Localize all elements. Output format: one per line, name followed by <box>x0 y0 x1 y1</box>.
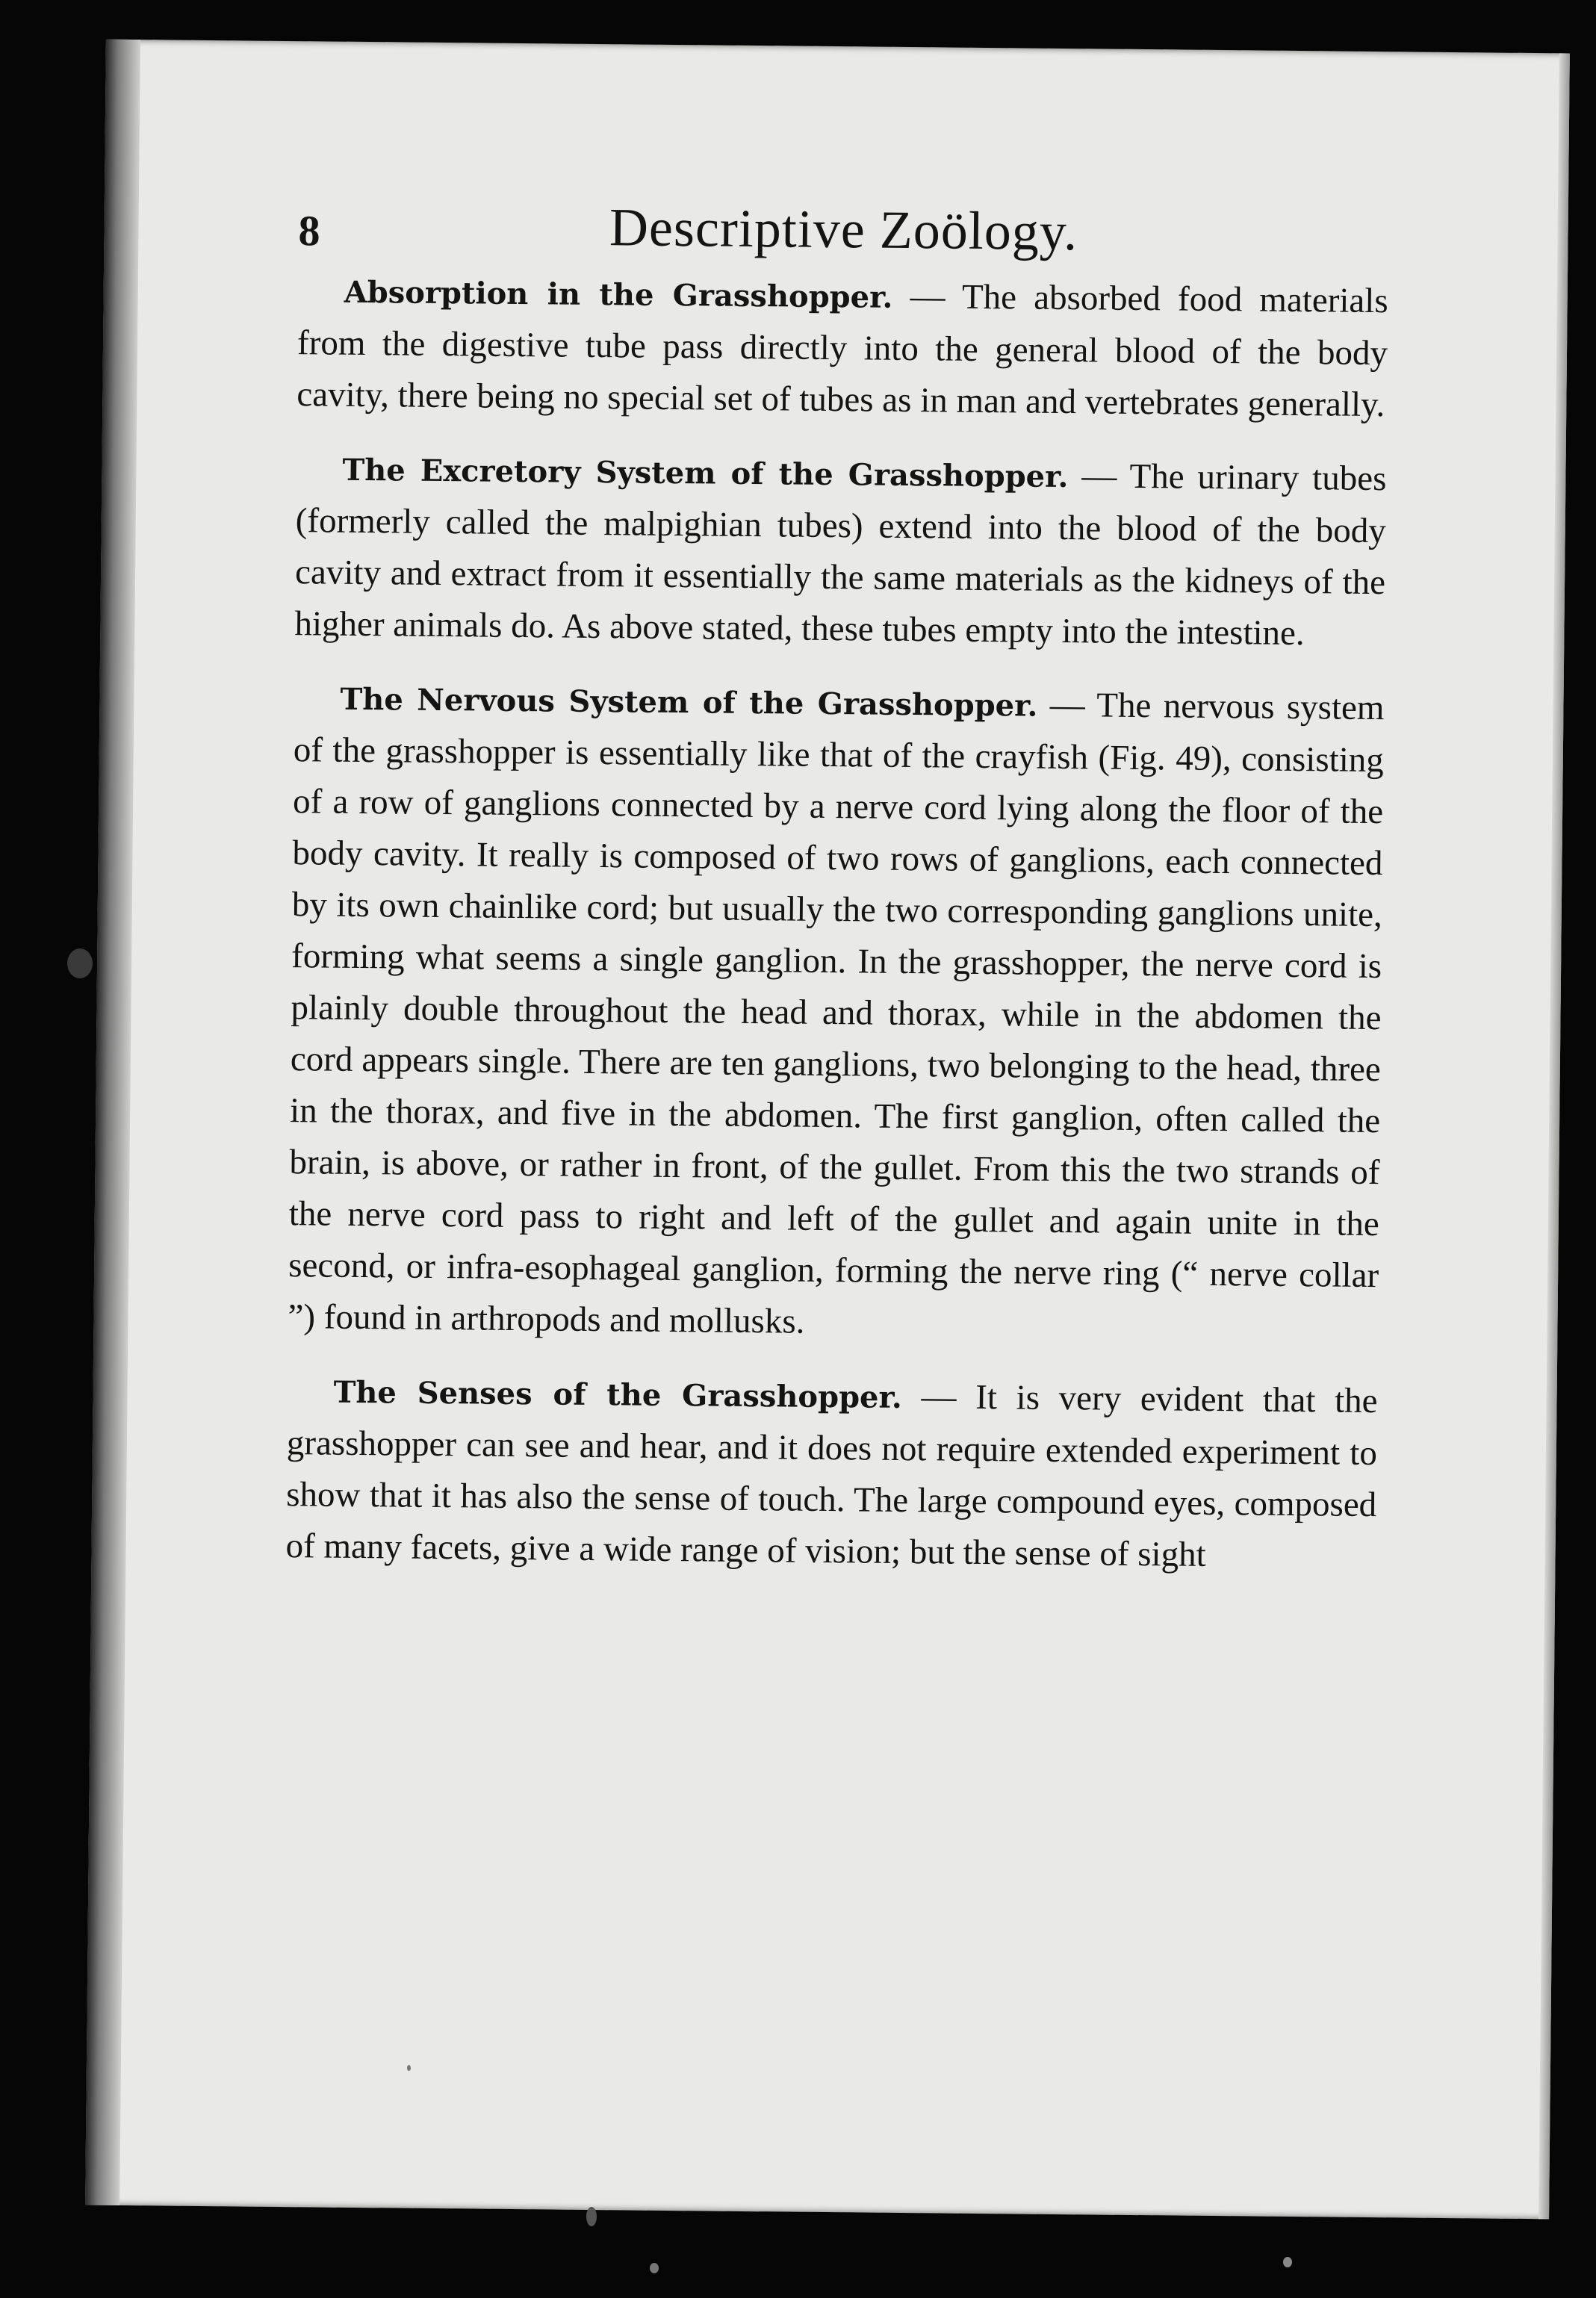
section-body: — The urinary tubes (formerly called the malpighian tubes) extend into the blood of the body cavity and extract from it essentially the same materials as the kidneys of the higher animals do. As above stated, these tubes empty into the intestine. <box>294 456 1387 653</box>
section-nervous-system <box>288 672 1385 1353</box>
dust-speck <box>586 2207 597 2226</box>
section-senses <box>285 1365 1378 1583</box>
section-excretory-system <box>294 443 1387 660</box>
dust-speck <box>407 2065 411 2071</box>
page-number: 8 <box>298 206 320 255</box>
section-heading: The Excretory System of the Grasshopper. <box>342 452 1069 495</box>
dust-speck <box>650 2263 659 2273</box>
dust-speck <box>67 948 93 978</box>
book-title: Descriptive Zoölogy. <box>609 197 1078 262</box>
page-right-edge <box>1538 53 1570 2219</box>
section-body: — It is very evident that the grasshopper can see and hear, and it does not require extended experiment to show that it has also the sense of touch. The large compound eyes, composed of many facets, give a wide range of vision; but the sense of sight <box>285 1376 1378 1574</box>
book-page <box>85 40 1570 2220</box>
section-heading: The Nervous System of the Grasshopper. <box>340 681 1038 724</box>
running-head <box>298 183 1389 276</box>
section-heading: The Senses of the Grasshopper. <box>333 1374 903 1415</box>
text-block <box>285 183 1389 1605</box>
section-body: — The nervous system of the grasshopper is essentially like that of the crayfish (Fig. 49), consisting of a row of ganglions connected by a nerve cord lying along the floor of the body cavity. It really is composed of two rows of ganglions, each connected by its own chainlike cord; but usually the two corresponding ganglions unite, forming what seems a single ganglion. In the grasshopper, the nerve cord is plainly double throughout the head and thorax, while in the abdomen the cord appears single. There are ten ganglions, two belonging to the head, three in the thorax, and five in the abdomen. The first ganglion, often called the brain, is above, or rather in front, of the gullet. From this the two strands of the nerve cord pass to right and left of the gullet and again unite in the second, or infra-esophageal ganglion, forming the nerve ring (“ nerve collar ”) found in arthropods and mollusks. <box>288 685 1385 1341</box>
section-absorption <box>296 265 1388 431</box>
dust-speck <box>1283 2257 1292 2267</box>
section-body: — The absorbed food materials from the digestive tube pass directly into the general blood of the body cavity, there being no special set of tubes as in man and vertebrates generally. <box>296 276 1388 425</box>
page-binding-edge <box>85 40 140 2205</box>
section-heading: Absorption in the Grasshopper. <box>344 274 893 315</box>
